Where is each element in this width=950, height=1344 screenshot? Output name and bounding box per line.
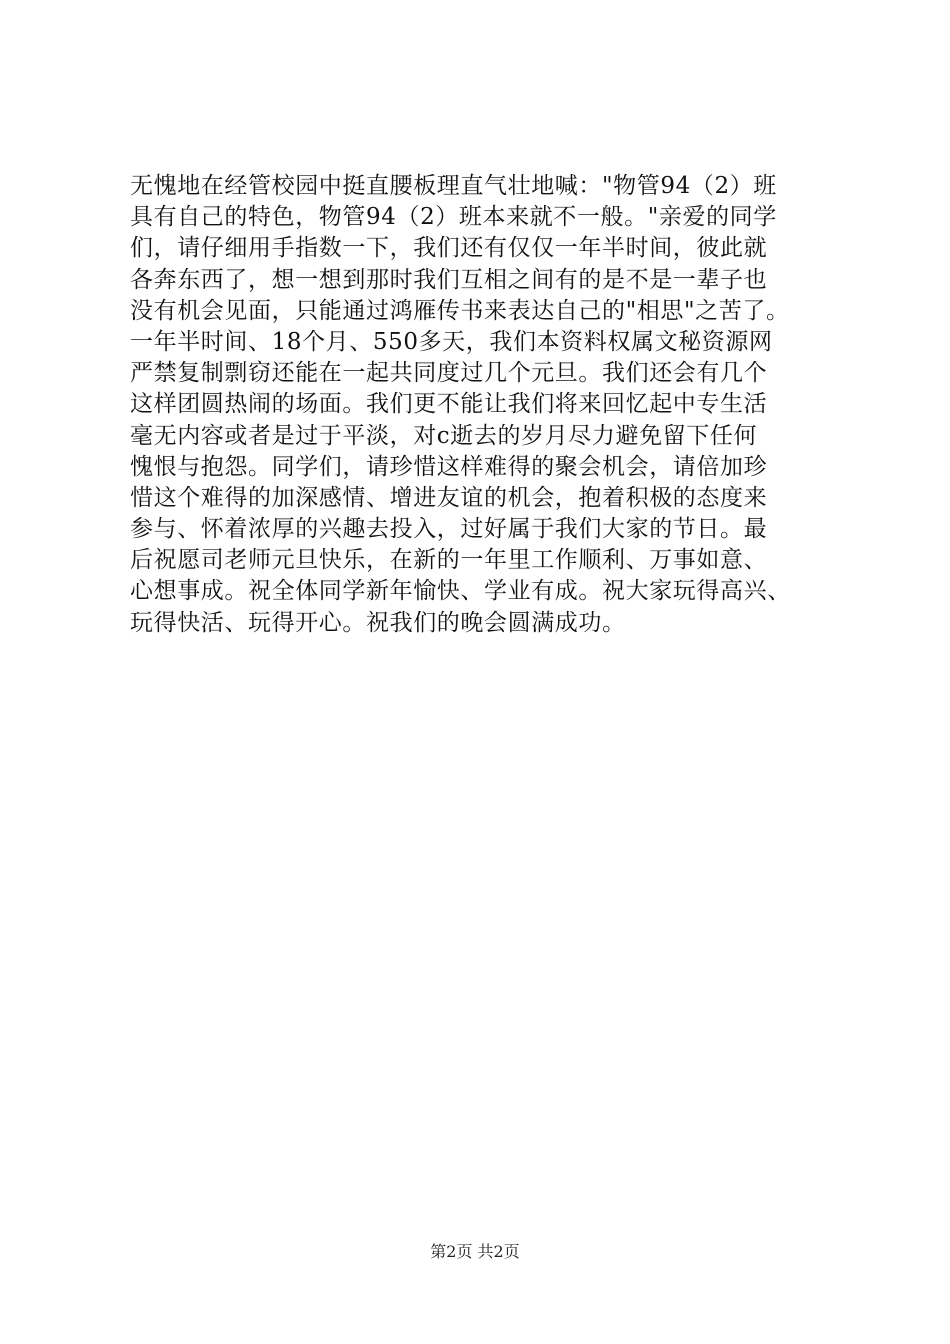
page-footer bbox=[0, 1242, 950, 1262]
paragraph-line: 们，请仔细用手指数一下，我们还有仅仅一年半时间，彼此就 bbox=[130, 235, 768, 262]
paragraph-line: 愧恨与抱怨。同学们，请珍惜这样难得的聚会机会，请倍加珍 bbox=[130, 453, 768, 480]
paragraph-line: 参与、怀着浓厚的兴趣去投入，过好属于我们大家的节日。最 bbox=[130, 516, 768, 543]
paragraph-line: 严禁复制剽窃还能在一起共同度过几个元旦。我们还会有几个 bbox=[130, 360, 768, 387]
paragraph-line: 没有机会见面，只能通过鸿雁传书来表达自己的"相思"之苦了。 bbox=[130, 297, 790, 324]
body-paragraph bbox=[130, 171, 850, 639]
paragraph-line: 毫无内容或者是过于平淡，对c逝去的岁月尽力避免留下任何 bbox=[130, 422, 758, 449]
paragraph-line: 各奔东西了，想一想到那时我们互相之间有的是不是一辈子也 bbox=[130, 266, 768, 293]
page-indicator: 第2页 共2页 bbox=[430, 1242, 520, 1261]
paragraph-line: 惜这个难得的加深感情、增进友谊的机会，抱着积极的态度来 bbox=[130, 484, 768, 511]
paragraph-line: 这样团圆热闹的场面。我们更不能让我们将来回忆起中专生活 bbox=[130, 391, 768, 418]
paragraph-line: 心想事成。祝全体同学新年愉快、学业有成。祝大家玩得高兴、 bbox=[130, 578, 791, 605]
paragraph-line: 后祝愿司老师元旦快乐，在新的一年里工作顺利、万事如意、 bbox=[130, 547, 768, 574]
paragraph-line: 无愧地在经管校园中挺直腰板理直气壮地喊："物管94（2）班 bbox=[130, 173, 777, 199]
paragraph-line: 一年半时间、18个月、550多天，我们本资料权属文秘资源网 bbox=[130, 328, 773, 355]
paragraph-line: 玩得快活、玩得开心。祝我们的晚会圆满成功。 bbox=[130, 609, 626, 636]
paragraph-line: 具有自己的特色，物管94（2）班本来就不一般。"亲爱的同学 bbox=[130, 204, 777, 231]
